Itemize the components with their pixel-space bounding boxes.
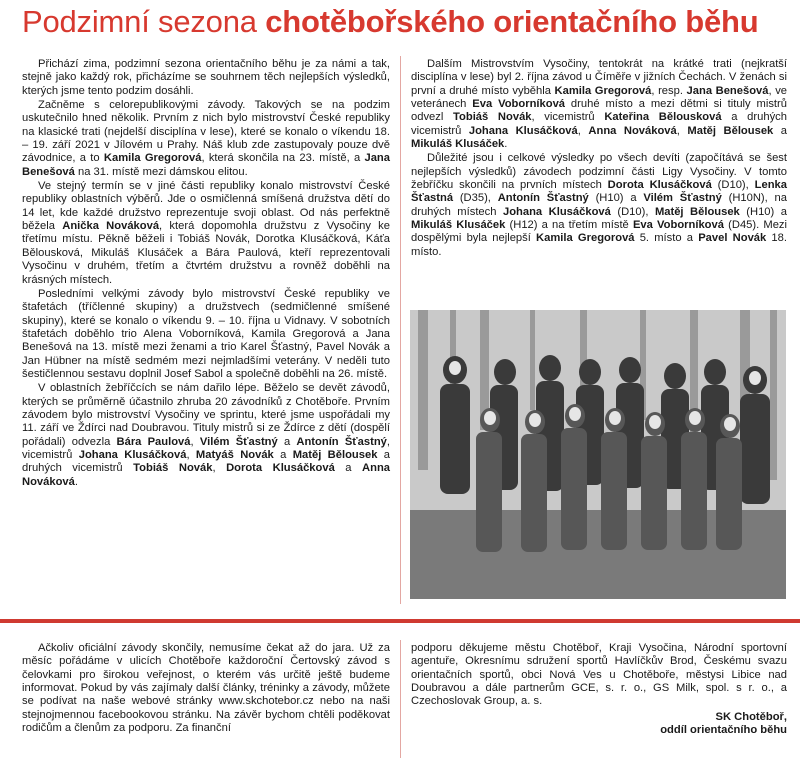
highlighted-name: Eva Voborníková — [472, 98, 566, 111]
title-bold: chotěbořského orientačního běhu — [265, 4, 759, 39]
footer-right-column — [411, 642, 787, 737]
text-run: , vicemistrů — [531, 111, 605, 124]
footer-left-text: Ačkoliv oficiální závody skončily, nemusíme čekat až do jara. Už za měsíc pořádáme v ulicích Chotěboře každoroční Čertovský závod s čelovkami pro širokou veřejnost, o kterém vás určitě ještě budeme informovat. Pokud by vás zajímaly další články, tréninky a závody, můžete se podívat na naše webové stránky www.skchotebor.cz nebo na naši stejnojmennou facebookovou stránku. Na závěr bychom chtěli poděkovat rodičům a členům za podporu. Za finanční — [22, 642, 390, 735]
text-run: Začněme s celorepublikovými závody. Takových se na podzim uskutečnilo hned několik. Prvním z nich bylo mistrovství České republiky na klasické trati (nejdelší disciplína v lese), které se konalo o víkendu 18. – 19. září 2021 v Jílovém u Prahy. Náš klub zde zastupovaly pouze dvě závodnice, a to — [22, 99, 390, 165]
highlighted-name: Matěj Bělousek — [687, 124, 774, 137]
highlighted-name: Matěj Bělousek — [292, 448, 378, 461]
paragraph — [22, 382, 390, 489]
highlighted-name: Vilém Šťastný — [199, 435, 278, 448]
highlighted-name: Kamila Gregorová — [103, 152, 202, 165]
highlighted-name: Anička Nováková — [62, 220, 160, 233]
highlighted-name: Antonín Šťastný — [497, 192, 589, 205]
paragraph — [22, 288, 390, 381]
highlighted-name: Kamila Gregorová — [536, 232, 635, 245]
text-run: (D45). Mezi dospělými byla nejlepší — [411, 219, 788, 245]
text-run: , — [190, 435, 200, 448]
highlighted-name: Kateřina Bělousková — [604, 111, 722, 124]
paragraph — [22, 58, 390, 98]
text-run: na 31. místě mezi dámskou elitou. — [74, 165, 248, 178]
text-run: , — [577, 124, 589, 137]
article-title — [22, 2, 759, 42]
text-run: (H10) a — [588, 192, 644, 205]
highlighted-name: Dorota Klusáčková — [607, 179, 712, 192]
text-run: (D10), — [610, 205, 655, 218]
section-divider — [0, 619, 800, 623]
highlighted-name: Mikuláš Klusáček — [411, 138, 505, 151]
text-run: (H10N), na druhých místech — [411, 192, 787, 218]
text-run: , vicemistrů — [22, 435, 391, 461]
text-run: . — [74, 475, 78, 488]
text-run: , resp. — [651, 84, 687, 97]
footer-column-divider — [400, 640, 401, 758]
highlighted-name: Lenka Šťastná — [411, 179, 787, 205]
highlighted-name: Anna Nováková — [22, 462, 390, 488]
text-run: , — [186, 448, 196, 461]
text-run: (D35), — [453, 192, 498, 205]
footer-right-text: podporu děkujeme městu Chotěboř, Kraji Vysočina, Národní sportovní agentuře, Okresnímu sdružení sportů Havlíčkův Brod, Českému svazu orientačních sportů, obci Nová Ves u Chotěboře, městysi Libice nad Doubravou a dále partnerům GCE, s. r. o., GS Milk, spol. s r. o., a Czechoslovak Group, a. s. — [411, 642, 787, 708]
text-run: V oblastních žebříčcích se nám dařilo lépe. Běželo se devět závodů, kterých se průměrně účastnilo zhruba 20 závodníků z Chotěboře. Prvním závodem bylo mistrovství Vysočiny ve sprintu, které jsme uspořádali my 11. září ve Ždírci nad Doubravou. Tituly mistrů si ze Ždírce z dětí (dospělí pořádali) odvezla — [22, 382, 390, 448]
highlighted-name: Bára Paulová — [116, 435, 191, 448]
title-plain: Podzimní sezona — [22, 4, 266, 39]
text-run: Důležité jsou i celkové výsledky po všech devíti (započítává se šest nejlepších výsledků) závodech podzimní části Ligy Vysočiny. V tomto žebříčku skončili na prvních místech — [411, 152, 787, 192]
text-run: 18. místo. — [411, 232, 787, 258]
highlighted-name: Mikuláš Klusáček — [411, 219, 506, 232]
text-run: . — [504, 138, 508, 151]
text-run: , která skončila na 23. místě, a — [201, 152, 365, 165]
text-run: , ve veteránech — [411, 84, 788, 111]
text-run: Ve stejný termín se v jiné části republiky konalo mistrovství České republiky oblastních výběrů. Jde o osmičlenná smíšená družstva dětí do 14 let, kde každé družstvo reprezentuje svoji oblast. Od nás perfektně běžela — [22, 180, 390, 233]
highlighted-name: Jana Benešová — [22, 152, 390, 178]
text-run: druhé místo a mezi dětmi si tituly mistrů odvezl — [411, 98, 787, 124]
text-run: Posledními velkými závody bylo mistrovství České republiky ve štafetách (tříčlenné skupiny) a družstvech (sedmičlenné smíšené skupiny), které se konalo o víkendu 9. – 10. října u Vidnavy. V sobotních štafetách doběhlo trio Alena Voborníková, Kamila Gregorová a Jana Benešová na 13. místě mezi ženami a trio Karel Šťastný, Pavel Novák a Jan Hübner na místě sedmém mezi nejmladšími veterány. V neděli tuto šestičlennou sestavu doplnil Josef Sabol a společně doběhli na 26. místě. — [22, 287, 390, 380]
highlighted-name: Eva Voborníková — [632, 219, 724, 232]
highlighted-name: Johana Klusáčková — [502, 205, 611, 218]
highlighted-name: Antonín Šťastný — [296, 435, 387, 448]
highlighted-name: Jana Benešová — [686, 84, 769, 97]
highlighted-name: Johana Klusáčková — [468, 124, 578, 137]
article-left-column — [22, 58, 390, 489]
text-run: a druhých vicemistrů — [411, 111, 787, 137]
signature-club: SK Chotěboř, — [715, 710, 787, 723]
paragraph — [411, 58, 787, 151]
paragraph — [22, 180, 390, 287]
highlighted-name: Kamila Gregorová — [554, 84, 652, 97]
highlighted-name: Matyáš Novák — [195, 448, 274, 461]
highlighted-name: Dorota Klusáčková — [226, 462, 335, 475]
text-run: a — [277, 435, 297, 448]
text-run: (D10), — [711, 179, 755, 192]
signature-section: oddíl orientačního běhu — [660, 724, 787, 737]
highlighted-name: Anna Nováková — [588, 124, 677, 137]
text-run: , která dopomohla družstvu z Vysočiny ke třetímu místu. Pěkně běželi i Tobiáš Novák, Dorotka Klusáčková, Káťa Bělousková, Mikuláš Klusáček a Bára Paulová, kteří reprezentovali Vysočinu v druhém, třetím a čtvrtém družstvu a rovněž doběhli na krásných místech. — [22, 220, 391, 286]
column-divider — [400, 56, 401, 604]
highlighted-name: Johana Klusáčková — [78, 448, 187, 461]
footer-left-column — [22, 642, 390, 735]
paragraph — [22, 99, 390, 179]
text-run: a — [773, 124, 788, 137]
highlighted-name: Vilém Šťastný — [643, 192, 722, 205]
group-photo — [410, 310, 786, 599]
highlighted-name: Tobiáš Novák — [453, 111, 532, 124]
text-run: (H10) a — [739, 205, 787, 218]
text-run: 5. místo a — [634, 232, 699, 245]
signature — [411, 711, 787, 738]
text-run: , — [212, 462, 227, 475]
text-run: Dalším Mistrovstvím Vysočiny, tentokrát na krátké trati (nejkratší disciplína v lese) byl 2. října závod u Číměře v jižních Čechách. V ženách si první a druhé místo vyběhla — [411, 58, 787, 97]
paragraph — [411, 152, 787, 259]
text-run: (H12) a na třetím místě — [505, 219, 633, 232]
text-run: a druhých vicemistrů — [22, 448, 390, 475]
highlighted-name: Tobiáš Novák — [133, 462, 213, 475]
article-right-column — [411, 58, 787, 259]
highlighted-name: Pavel Novák — [698, 232, 767, 245]
highlighted-name: Matěj Bělousek — [654, 205, 740, 218]
text-run: Přichází zima, podzimní sezona orientačního běhu je za námi a tak, stejně jako každý rok, přicházíme se souhrnem těch nejlepších výsledků, kterých jsme tento podzim dosáhli. — [22, 58, 390, 97]
text-run: a — [334, 462, 363, 475]
text-run: a — [273, 448, 293, 461]
text-run: , — [676, 124, 688, 137]
